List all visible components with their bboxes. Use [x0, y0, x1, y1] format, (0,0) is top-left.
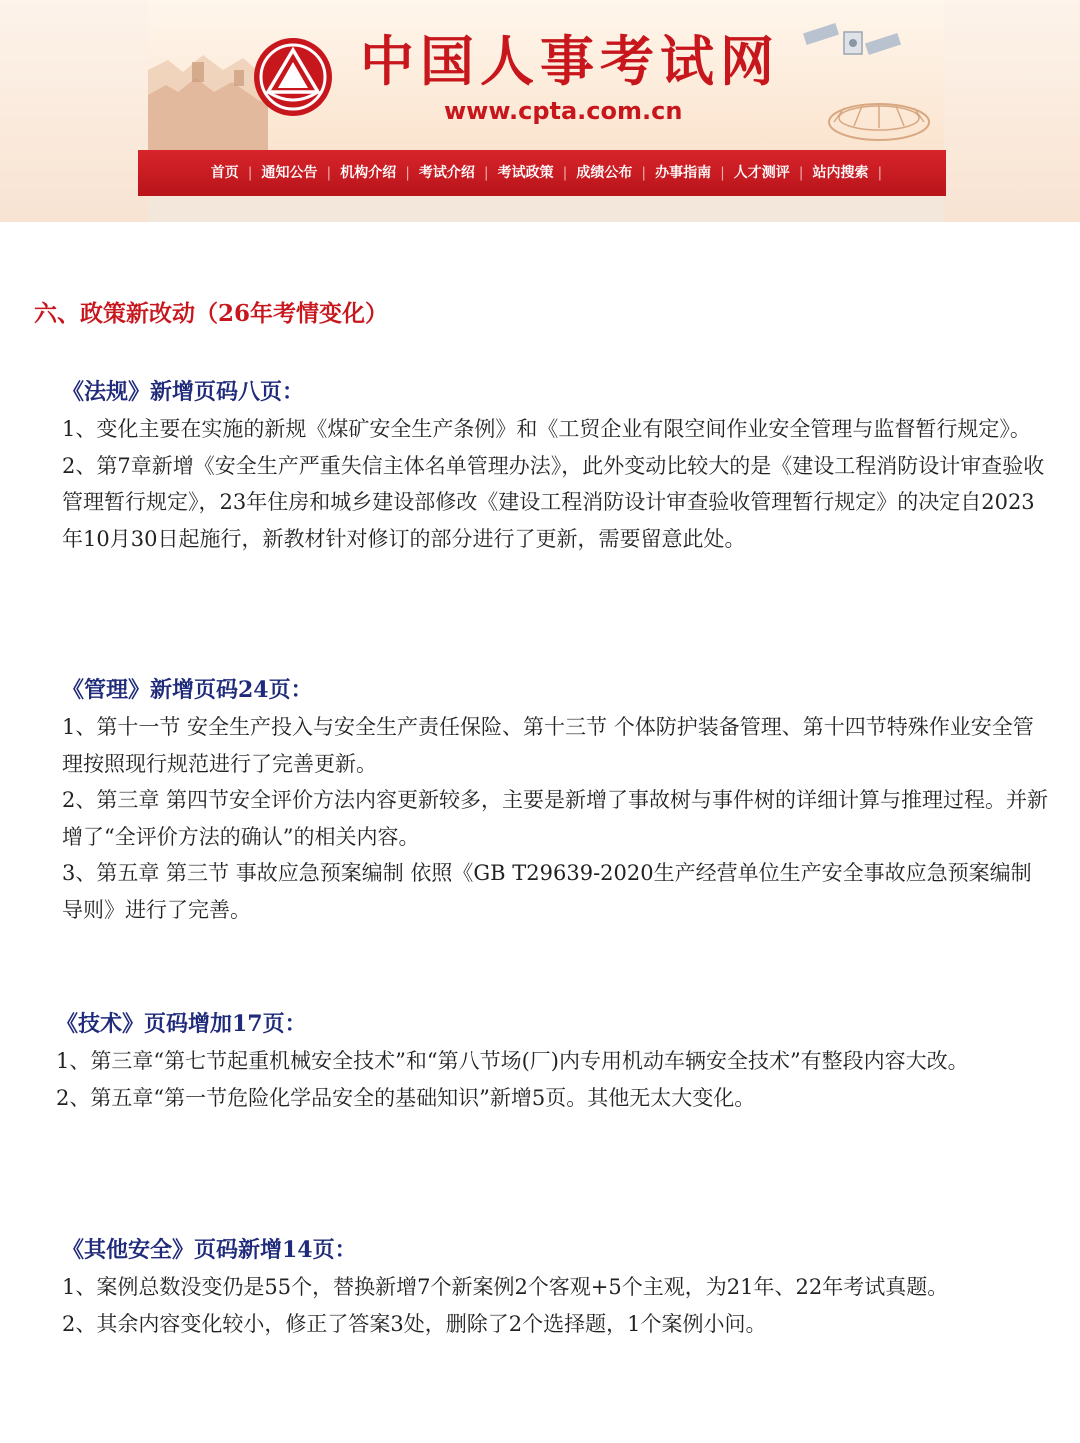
nav-assessment[interactable]: 人才测评: [733, 165, 790, 181]
regulations-block: [62, 374, 1052, 557]
nav-exams[interactable]: 考试介绍: [418, 165, 475, 181]
satellite-illustration: [794, 8, 924, 78]
nav-separator: |: [877, 165, 883, 181]
nav-separator: |: [798, 165, 804, 181]
nav-search[interactable]: 站内搜索: [812, 165, 869, 181]
nav-notices[interactable]: 通知公告: [261, 165, 318, 181]
block-heading: 《技术》页码增加17页：: [56, 1011, 307, 1037]
nav-separator: |: [562, 165, 568, 181]
technology-block: [56, 1006, 1046, 1116]
block-heading: 《其他安全》页码新增14页：: [62, 1237, 357, 1263]
block-paragraph: 2、第三章 第四节安全评价方法内容更新较多，主要是新增了事故树与事件树的详细计算与推理过程。并新增了“全评价方法的确认”的相关内容。: [62, 788, 1049, 849]
nav-separator: |: [720, 165, 725, 181]
block-paragraph: 2、第7章新增《安全生产严重失信主体名单管理办法》，此外变动比较大的是《建设工程消防设计审查验收管理暂行规定》，23年住房和城乡建设部修改《建设工程消防设计审查验收管理暂行规定》的决定自2023年10月30日起施行，新教材针对修订的部分进行了更新，需要留意此处。: [62, 453, 1045, 551]
block-heading: 《法规》新增页码八页：: [62, 379, 305, 405]
block-paragraph: 1、变化主要在实施的新规《煤矿安全生产条例》和《工贸企业有限空间作业安全管理与监督暂行规定》。: [62, 417, 1031, 441]
block-heading: 《管理》新增页码24页：: [62, 677, 313, 703]
nav-separator: |: [483, 165, 489, 181]
nav-policy[interactable]: 考试政策: [497, 165, 554, 181]
main-nav: [138, 150, 946, 196]
nav-guide[interactable]: 办事指南: [655, 165, 712, 181]
stadium-illustration: [824, 88, 934, 144]
nav-home[interactable]: 首页: [210, 165, 239, 181]
block-paragraph: 1、第十一节 安全生产投入与安全生产责任保险、第十三节 个体防护装备管理、第十四节特殊作业安全管理按照现行规范进行了完善更新。: [62, 715, 1034, 776]
block-paragraph: 3、第五章 第三节 事故应急预案编制 依照《GB T29639-2020生产经营单位生产安全事故应急预案编制导则》进行了完善。: [62, 861, 1032, 922]
nav-separator: |: [641, 165, 647, 181]
block-paragraph: 1、案例总数没变仍是55个，替换新增7个新案例2个客观+5个主观，为21年、22年考试真题。: [62, 1275, 949, 1299]
block-paragraph: 2、其余内容变化较小，修正了答案3处，删除了2个选择题，1个案例小问。: [62, 1311, 767, 1336]
block-paragraph: 1、第三章“第七节起重机械安全技术”和“第八节场(厂)内专用机动车辆安全技术”有整段内容大改。: [56, 1049, 969, 1073]
section-title: 六、政策新改动（26年考情变化）: [34, 300, 389, 327]
nav-underbar: [148, 196, 944, 222]
nav-separator: |: [326, 165, 332, 181]
nav-about[interactable]: 机构介绍: [340, 165, 397, 181]
management-block: [62, 672, 1052, 928]
nav-separator: |: [247, 165, 253, 181]
site-banner: [0, 0, 1080, 222]
nav-separator: |: [405, 165, 410, 181]
site-name-logotype: 中国人事考试网: [360, 30, 780, 93]
block-paragraph: 2、第五章“第一节危险化学品安全的基础知识”新增5页。其他无太大变化。: [56, 1085, 756, 1110]
pta-logo-icon: [252, 36, 334, 118]
great-wall-illustration: [148, 0, 268, 150]
site-url[interactable]: www.cpta.com.cn: [444, 97, 683, 125]
other-safety-block: [62, 1232, 1052, 1342]
nav-results[interactable]: 成绩公布: [576, 165, 633, 181]
